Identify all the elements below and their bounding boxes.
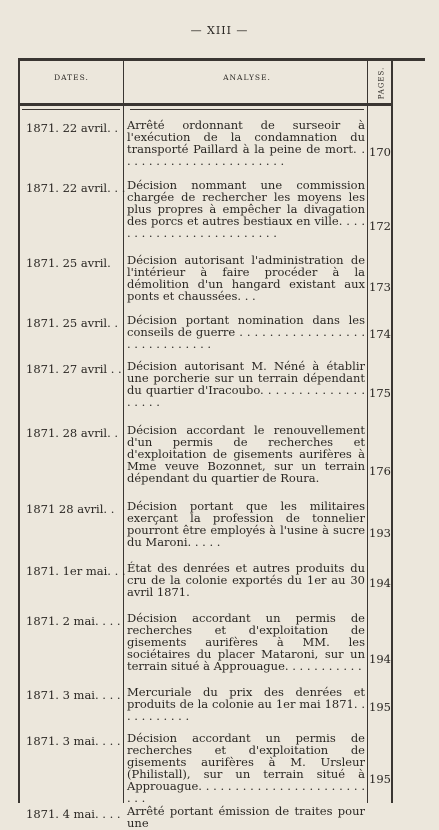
table-row [20,360,393,424]
header-rule [20,103,393,106]
row-page: 170 [369,145,391,159]
row-date: 1871. 2 mai. . . . [26,614,121,628]
table-header [20,61,425,105]
row-page: 194 [369,576,391,590]
row-page: 174 [369,327,391,341]
row-date: 1871. 27 avril . . [26,362,122,376]
table-row [20,254,393,314]
row-analysis: Décision accordant un permis de recherches et d'exploitation de gisements aurifères à M. Ursleur (Philistall), sur un terrain situé à Approuague. . . . . . . . . . . . . . . . . . . . . . . . . . [127,731,365,805]
header-subrule-analyse [130,109,364,110]
row-date: 1871. 22 avril. . . [26,181,126,195]
row-date: 1871. 25 avril. . [26,316,119,330]
row-date: 1871. 28 avril. . [26,426,119,440]
header-analyse: ANALYSE. [223,73,271,82]
index-table [18,58,425,830]
table-row [20,119,393,179]
row-date: 1871. 3 mai. . . . [26,688,121,702]
row-analysis: Décision autorisant l'administration de l'intérieur à faire procéder à la démolition d'un hangard existant aux ponts et chaussées. . . [127,253,365,303]
row-page: 193 [369,526,391,540]
row-analysis: Décision accordant le renouvellement d'un permis de recherches et d'exploitation de gisements aurifères à Mme veuve Bozonnet, sur un terrain dépendant du quartier de Roura. [127,423,365,485]
row-date: 1871. 4 mai. . . . [26,807,121,821]
row-page: 172 [369,219,391,233]
row-page: 175 [369,386,391,400]
row-analysis: Décision accordant un permis de recherches et d'exploitation de gisements aurifères à MM. les sociétaires du placer Mataroni, sur un terrain situé à Approuague. . . . . . . . . . . [127,611,365,673]
table-row [20,686,393,732]
row-analysis: Décision autorisant M. Néné à établir une porcherie sur un terrain dépendant du quartier d'Iracoubo. . . . . . . . . . . . . . . . . . . [127,359,365,409]
row-page: 195 [369,772,391,786]
header-subrule-dates [22,109,120,110]
row-analysis: Décision portant que les militaires exerçant la profession de tonnelier pourront être employés à l'usine à sucre du Maroni. . . . . [127,499,365,549]
table-row [20,612,393,686]
row-analysis: Décision portant nomination dans les conseils de guerre . . . . . . . . . . . . . . . . . . . . . . . . . . . . . [127,313,365,351]
row-date: 1871. 22 avril. . [26,121,119,135]
table-rows [20,118,393,830]
table-row [20,179,393,254]
row-date: 1871 28 avril. . [26,502,115,516]
row-page: 173 [369,280,391,294]
table-row [20,424,393,500]
page-number: — XIII — [190,24,249,37]
row-page: 194 [369,652,391,666]
row-analysis: État des denrées et autres produits du cru de la colonie exportés du 1er au 30 avril 1871. [127,561,365,599]
row-date: 1871. 1er mai. . . [26,564,126,578]
row-date: 1871. 25 avril. [26,256,111,270]
row-analysis: Décision nommant une commission chargée de rechercher les moyens les plus propres à empêcher la divagation des porcs et autres bestiaux en ville. . . . . . . . . . . . . . . . . . . . . . . . . [127,178,365,240]
table-row [20,314,393,360]
row-page: 195 [369,700,391,714]
table-row [20,804,393,830]
row-analysis: Mercuriale du prix des denrées et produits de la colonie au 1er mai 1871. . . . . . . . . . . [127,685,365,723]
row-page: 176 [369,464,391,478]
table-row [20,562,393,612]
row-analysis: Arrêté ordonnant de surseoir à l'exécution de la condamnation du transporté Paillard à la peine de mort. . . . . . . . . . . . . . . . . . . . . . . . [127,118,365,168]
header-dates: DATES. [54,73,89,82]
table-row [20,500,393,562]
row-analysis: Arrêté portant émission de traites pour une [127,804,365,830]
header-pages: PAGES. [377,66,386,100]
row-date: 1871. 3 mai. . . . [26,734,121,748]
table-row [20,732,393,805]
